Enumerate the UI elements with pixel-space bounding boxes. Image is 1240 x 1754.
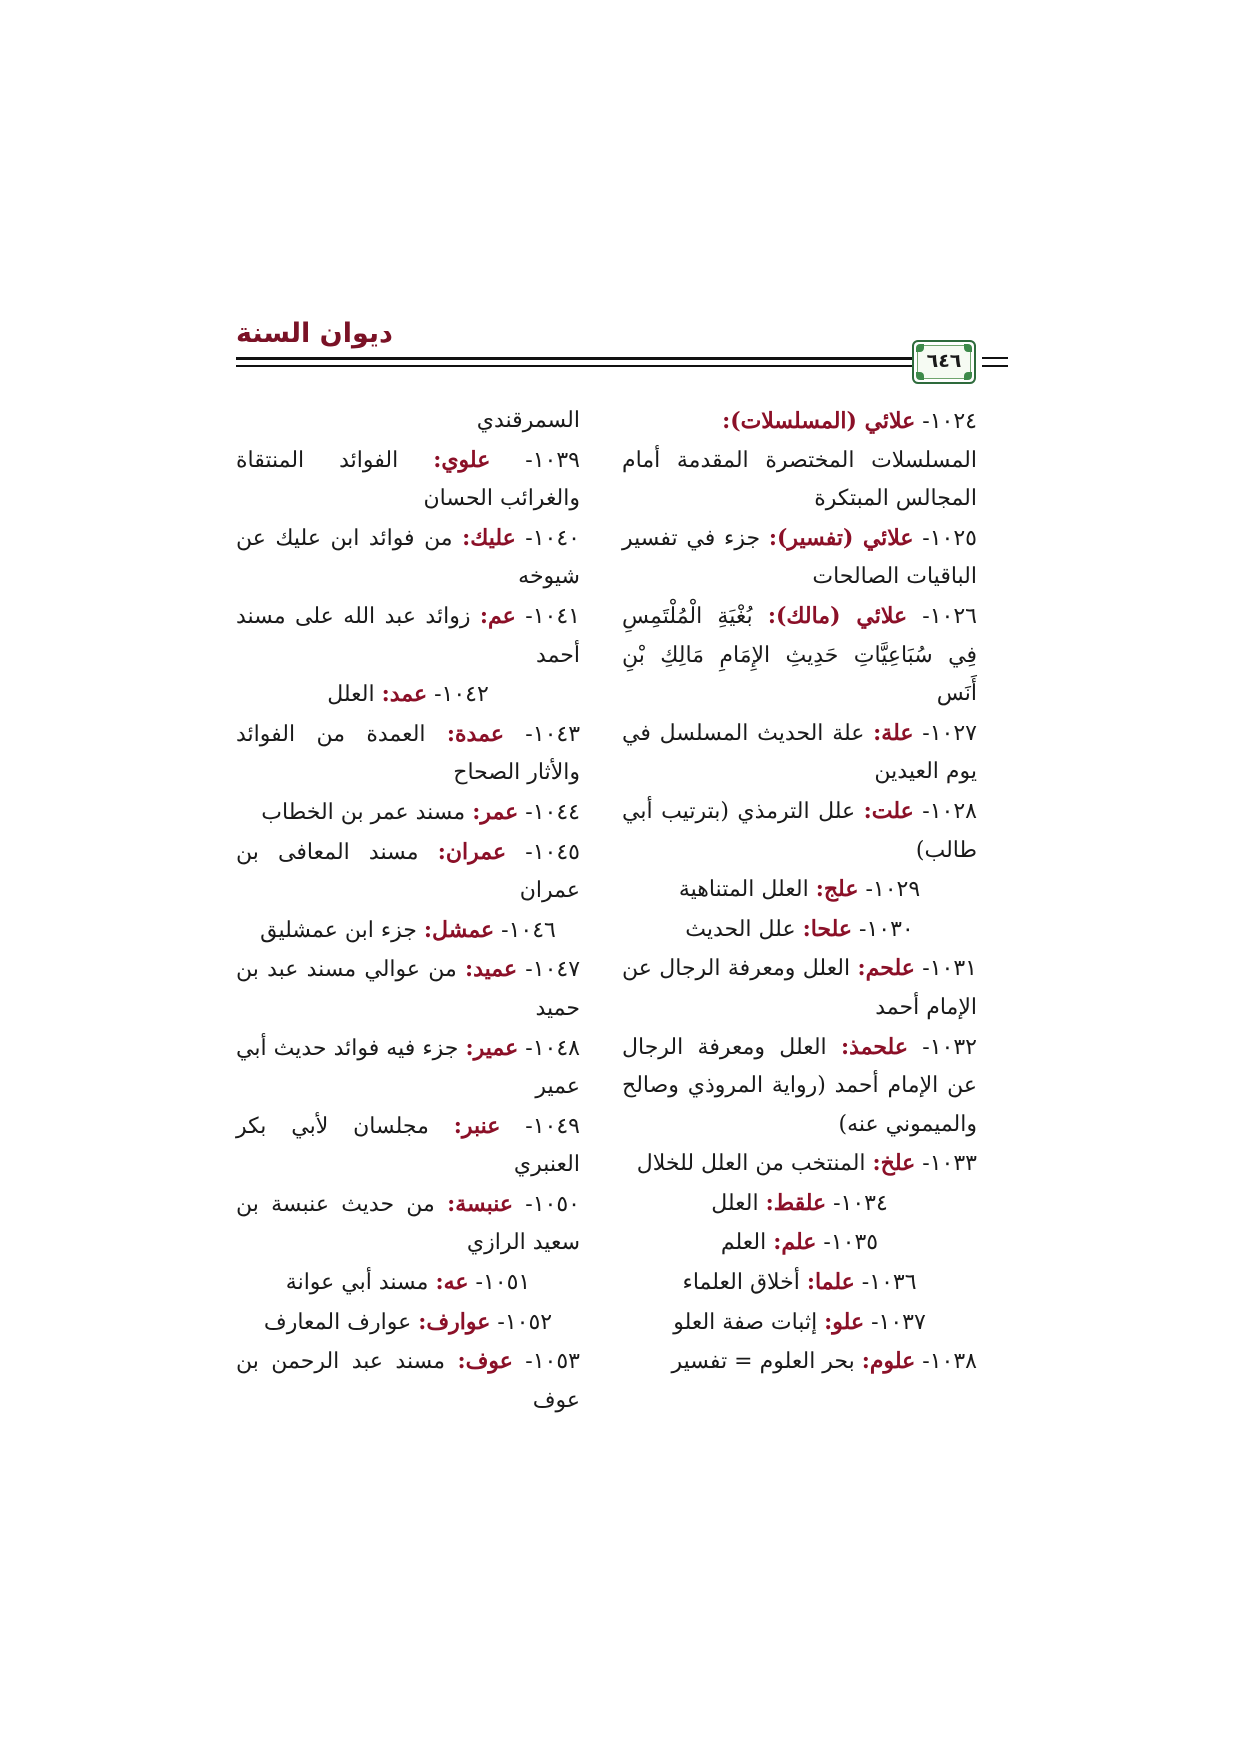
entry-colon: : bbox=[873, 719, 882, 746]
entry-text: المنتخب من العلل للخلال bbox=[636, 1151, 873, 1177]
entry-colon: : bbox=[815, 876, 824, 903]
index-entry bbox=[622, 1028, 977, 1145]
entry-colon: : bbox=[381, 681, 390, 708]
entry-number: ١٠٣٢- bbox=[907, 1034, 977, 1060]
entry-number: ١٠٣٧- bbox=[864, 1309, 926, 1335]
entry-colon: : bbox=[722, 408, 731, 434]
index-entry bbox=[622, 949, 977, 1027]
entry-code: علحا bbox=[810, 915, 853, 942]
entry-number: ١٠٢٧- bbox=[913, 720, 977, 746]
entry-number: ١٠٣١- bbox=[914, 956, 977, 982]
index-entry bbox=[236, 1107, 580, 1185]
entry-colon: : bbox=[824, 1308, 833, 1335]
entry-number: ١٠٤٨- bbox=[518, 1035, 580, 1061]
index-entry bbox=[622, 714, 977, 792]
entry-code: عمران bbox=[445, 838, 507, 865]
index-entry bbox=[622, 1184, 977, 1224]
entry-text: العلل ومعرفة الرجال عن الإمام أحمد bbox=[622, 956, 977, 1020]
entry-colon: : bbox=[465, 1034, 474, 1061]
index-entry bbox=[622, 870, 977, 910]
index-column-right bbox=[622, 402, 977, 1382]
header-rule-tail-top bbox=[982, 357, 1008, 359]
entry-number: ١٠٥٠- bbox=[513, 1191, 580, 1217]
entry-number: ١٠٤٠- bbox=[515, 525, 580, 551]
index-entry bbox=[236, 950, 580, 1028]
entry-text: من فوائد ابن عليك عن شيوخه bbox=[236, 525, 580, 590]
entry-text: مجلسان لأبي بكر العنبري bbox=[236, 1113, 580, 1178]
entry-code: عمدة bbox=[455, 720, 504, 747]
entry-text: مسند أبي عوانة bbox=[285, 1270, 436, 1296]
index-entry bbox=[236, 1029, 580, 1107]
entry-colon: : bbox=[806, 1269, 815, 1296]
entry-colon: : bbox=[457, 1348, 466, 1375]
entry-colon: : bbox=[863, 797, 872, 824]
entry-text: علة الحديث المسلسل في يوم العيدين bbox=[622, 720, 977, 785]
entry-colon: : bbox=[479, 602, 489, 629]
index-entry bbox=[622, 910, 977, 950]
entry-code: عمد bbox=[389, 681, 428, 708]
index-entry bbox=[236, 1342, 580, 1420]
index-entry bbox=[622, 442, 977, 519]
entry-text: العلم bbox=[720, 1230, 774, 1256]
entry-colon: : bbox=[861, 1348, 870, 1375]
entry-number: ١٠٣٦- bbox=[854, 1270, 917, 1296]
entry-code: علائي (تفسير) bbox=[776, 524, 914, 551]
entry-code: علحم bbox=[865, 955, 915, 982]
entry-text: جزء ابن عمشليق bbox=[260, 917, 424, 943]
entry-code: عليك bbox=[470, 524, 516, 551]
entry-code: علوي bbox=[441, 446, 491, 473]
entry-number: ١٠٣٠- bbox=[852, 916, 914, 942]
entry-text: الفوائد المنتقاة والغرائب الحسان bbox=[236, 447, 580, 512]
index-entry bbox=[236, 715, 580, 793]
entry-number: ١٠٥٣- bbox=[512, 1349, 580, 1375]
entry-text: العلل ومعرفة الرجال عن الإمام أحمد (رواية المروذي وصالح والميموني عنه) bbox=[622, 1034, 977, 1137]
entry-text: من عوالي مسند عبد بن حميد bbox=[236, 957, 580, 1021]
entry-code: عوف bbox=[465, 1348, 513, 1375]
entry-colon: : bbox=[433, 446, 442, 473]
entry-text: المسلسلات المختصرة المقدمة أمام المجالس المبتكرة bbox=[622, 447, 977, 512]
index-entry bbox=[236, 1263, 580, 1303]
index-entry bbox=[622, 402, 977, 442]
index-entry bbox=[622, 1342, 977, 1382]
ornament-icon bbox=[916, 372, 924, 380]
index-entry bbox=[236, 1185, 580, 1263]
entry-number: ١٠٤٧- bbox=[517, 957, 581, 983]
entry-code: عمير bbox=[473, 1034, 519, 1061]
entry-text: العلل bbox=[711, 1190, 766, 1216]
entry-text: بحر العلوم = تفسير bbox=[671, 1349, 862, 1375]
entry-code: علم bbox=[781, 1229, 817, 1256]
entry-colon: : bbox=[773, 1229, 782, 1256]
entry-code: علقط bbox=[773, 1189, 827, 1216]
entry-colon: : bbox=[872, 1150, 881, 1177]
index-entry bbox=[622, 1303, 977, 1343]
entry-text: العمدة من الفوائد والأثار الصحاح bbox=[236, 721, 580, 786]
entry-number: ١٠٢٨- bbox=[913, 798, 977, 824]
index-column-left bbox=[236, 402, 580, 1420]
entry-code: عم bbox=[488, 602, 516, 629]
header-rule-tail-bottom bbox=[982, 365, 1008, 367]
entry-colon: : bbox=[765, 1189, 774, 1216]
entry-code: علخ bbox=[880, 1150, 916, 1177]
entry-code: علج bbox=[823, 876, 859, 903]
entry-number: ١٠٢٥- bbox=[913, 525, 977, 551]
header-rule-bottom bbox=[236, 365, 966, 367]
entry-number: ١٠٣٨- bbox=[915, 1349, 977, 1375]
entry-text: إثبات صفة العلو bbox=[673, 1309, 825, 1335]
entry-text: مسند عمر بن الخطاب bbox=[261, 799, 473, 825]
entry-colon: : bbox=[464, 956, 474, 983]
entry-text: السمرقندي bbox=[476, 408, 580, 433]
entry-text: العلل bbox=[327, 682, 382, 708]
entry-colon: : bbox=[767, 602, 776, 629]
entry-number: ١٠٣٩- bbox=[490, 447, 580, 473]
entry-code: عوارف bbox=[426, 1308, 491, 1335]
index-entry bbox=[622, 792, 977, 870]
entry-colon: : bbox=[418, 1308, 427, 1335]
entry-code: علوم bbox=[869, 1348, 916, 1375]
index-entry bbox=[236, 675, 580, 715]
entry-text: من حديث عنبسة بن سعيد الرازي bbox=[236, 1191, 580, 1256]
index-entry bbox=[622, 597, 977, 714]
entry-text: علل الحديث bbox=[685, 916, 803, 942]
entry-number: ١٠٥٢- bbox=[490, 1309, 553, 1335]
entry-code: عميد bbox=[473, 956, 518, 983]
entry-code: علما bbox=[814, 1269, 855, 1296]
entry-number: ١٠٢٦- bbox=[907, 603, 977, 629]
entry-number: ١٠٤٩- bbox=[500, 1113, 580, 1139]
entry-colon: : bbox=[447, 1190, 456, 1217]
page-number-badge bbox=[912, 340, 976, 384]
entry-code: عنبر bbox=[461, 1112, 501, 1139]
entry-text: أخلاق العلماء bbox=[682, 1270, 807, 1296]
index-entry bbox=[236, 911, 580, 951]
entry-number: ١٠٤٤- bbox=[518, 799, 580, 825]
index-entry bbox=[622, 1144, 977, 1184]
entry-number: ١٠٢٩- bbox=[858, 877, 921, 903]
entry-code: عمشل bbox=[432, 916, 495, 943]
entry-text: بُغْيَةِ الْمُلْتَمِسِ فِي سُبَاعِيَّاتِ حَدِيثِ الإِمَامِ مَالِكِ بْنِ أَنَس bbox=[622, 603, 977, 707]
entry-colon: : bbox=[435, 1269, 444, 1296]
entry-colon: : bbox=[446, 720, 456, 747]
index-entry bbox=[622, 1263, 977, 1303]
entry-colon: : bbox=[437, 838, 446, 865]
entry-code: علائي (مالك) bbox=[775, 602, 908, 629]
entry-colon: : bbox=[453, 1112, 462, 1139]
entry-number: ١٠٤٦- bbox=[494, 917, 556, 943]
page-number: ٦٤٦ bbox=[926, 350, 962, 372]
entry-text: عوارف المعارف bbox=[263, 1309, 419, 1335]
index-entry bbox=[236, 402, 580, 441]
entry-colon: : bbox=[857, 955, 866, 982]
entry-number: ١٠٣٤- bbox=[826, 1190, 888, 1216]
entry-colon: : bbox=[768, 524, 777, 551]
index-entry bbox=[622, 519, 977, 597]
entry-number: ١٠٤٥- bbox=[506, 839, 580, 865]
index-entry bbox=[236, 597, 580, 675]
entry-number: ١٠٤١- bbox=[515, 603, 580, 629]
entry-colon: : bbox=[840, 1033, 850, 1060]
entry-text: مسند عبد الرحمن بن عوف bbox=[236, 1349, 580, 1413]
entry-number: ١٠٣٣- bbox=[915, 1151, 977, 1177]
entry-colon: : bbox=[802, 915, 811, 942]
header-rule-top bbox=[236, 357, 966, 360]
entry-code: علت bbox=[871, 797, 914, 824]
entry-number: ١٠٤٢- bbox=[427, 682, 489, 708]
entry-number: ١٠٣٥- bbox=[816, 1230, 879, 1256]
entry-text: زوائد عبد الله على مسند أحمد bbox=[236, 603, 580, 668]
entry-colon: : bbox=[472, 798, 481, 825]
entry-code: علائي (المسلسلات) bbox=[730, 408, 916, 434]
entry-text: علل الترمذي (بترتيب أبي طالب) bbox=[622, 798, 977, 863]
entry-number: ١٠٤٣- bbox=[503, 721, 581, 747]
entry-code: علة bbox=[881, 719, 914, 746]
entry-text: العلل المتناهية bbox=[678, 877, 816, 903]
index-entry bbox=[236, 833, 580, 911]
entry-code: علو bbox=[832, 1308, 865, 1335]
entry-text: مسند المعافى بن عمران bbox=[236, 839, 580, 904]
entry-colon: : bbox=[423, 916, 433, 943]
entry-colon: : bbox=[462, 524, 471, 551]
index-entry bbox=[236, 1303, 580, 1343]
index-entry bbox=[622, 1223, 977, 1263]
entry-number: ١٠٥١- bbox=[468, 1270, 531, 1296]
entry-code: علحمذ bbox=[849, 1033, 908, 1060]
entry-code: عه bbox=[443, 1269, 469, 1296]
entry-text: جزء فيه فوائد حديث أبي عمير bbox=[236, 1035, 580, 1100]
entry-number: ١٠٢٤- bbox=[915, 409, 977, 434]
entry-code: عنبسة bbox=[455, 1190, 514, 1217]
index-entry bbox=[236, 441, 580, 519]
ornament-icon bbox=[964, 372, 972, 380]
index-entry bbox=[236, 519, 580, 597]
index-entry bbox=[236, 793, 580, 833]
entry-text: جزء في تفسير الباقيات الصالحات bbox=[622, 525, 977, 590]
book-title: ديوان السنة bbox=[236, 318, 393, 349]
entry-code: عمر bbox=[480, 798, 519, 825]
